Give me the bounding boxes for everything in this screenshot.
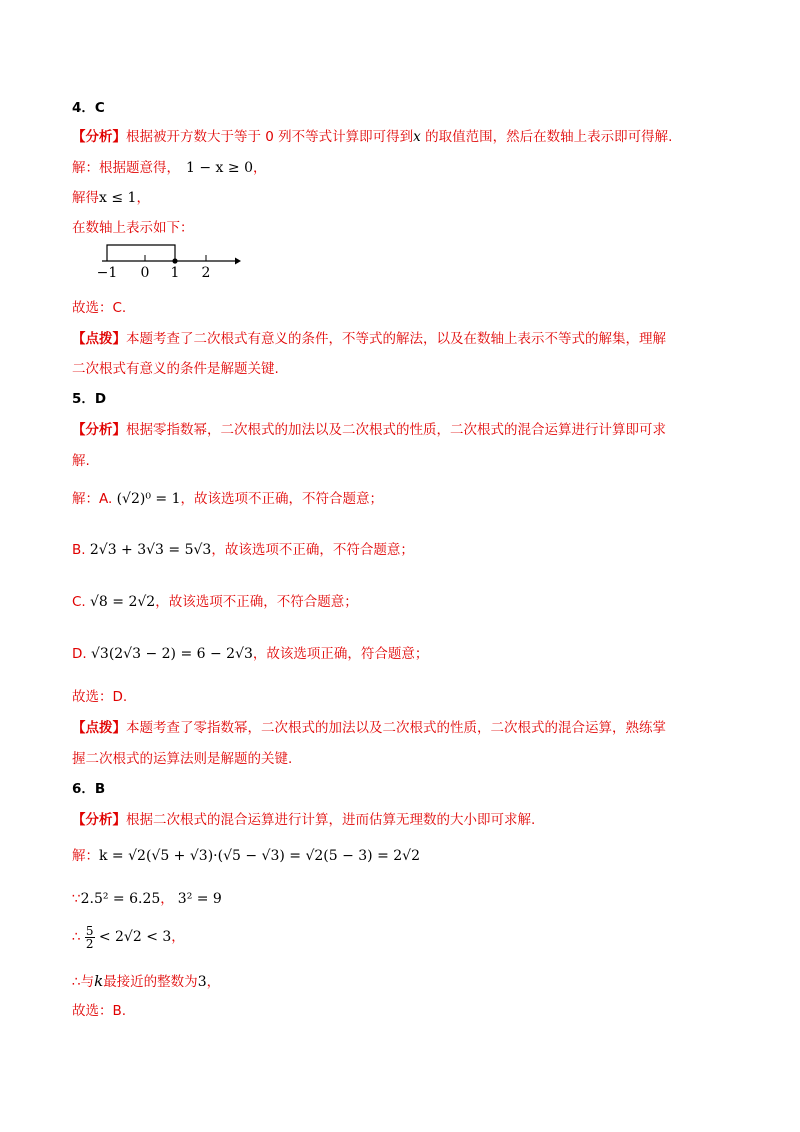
math-expression: 2.5² = 6.25 <box>80 891 161 907</box>
math-expression: √8 = 2√2 <box>90 594 156 610</box>
analysis-tag: 【分析】 <box>72 422 126 438</box>
solved-suffix: ， <box>136 190 150 206</box>
q6-therefore <box>72 922 185 952</box>
q5-option-c <box>72 593 358 611</box>
q4-choose: 故选：C. <box>72 300 127 316</box>
analysis-text: 根据二次根式的混合运算进行计算，进而估算无理数的大小即可求解. <box>126 812 536 828</box>
q5-option-b <box>72 541 414 559</box>
q5-choose: 故选：D. <box>72 689 128 705</box>
tick-label: 0 <box>140 265 150 281</box>
q6-because <box>72 890 222 908</box>
number-line <box>95 241 245 281</box>
option-label: D. <box>72 646 87 662</box>
option-label: 解：A. <box>72 491 113 507</box>
math-result: x ≤ 1 <box>99 190 137 206</box>
math-expression: (√2)⁰ = 1 <box>116 491 181 507</box>
option-label: C. <box>72 594 86 610</box>
math-expression: k = √2(√5 + √3)·(√5 − √3) = √2(5 − 3) = 2√2 <box>99 848 421 864</box>
fraction <box>85 925 95 950</box>
analysis-text-2: 的取值范围，然后在数轴上表示即可得解. <box>420 129 673 145</box>
math-expression: 2√3 + 3√3 = 5√3 <box>89 542 212 558</box>
solved-prefix: 解得 <box>72 190 99 206</box>
result-suffix: ， <box>206 974 221 990</box>
math-expression: < 2√2 < 3 <box>98 929 172 945</box>
analysis-text: 根据零指数幂，二次根式的加法以及二次根式的性质，二次根式的混合运算进行计算即可求 <box>126 422 666 438</box>
result-prefix: ∴与 <box>72 974 95 990</box>
q4-analysis <box>72 128 672 146</box>
separator: ， <box>160 891 174 907</box>
math-var-k: k <box>94 972 104 990</box>
tick-label: 1 <box>170 265 180 281</box>
q5-analysis-2: 解. <box>72 453 90 469</box>
q6-analysis <box>72 811 535 829</box>
fraction-denominator: 2 <box>85 936 94 951</box>
analysis-tag: 【分析】 <box>72 129 126 145</box>
q4-comment-1 <box>72 330 666 348</box>
solution-prefix: 解：根据题意得， <box>72 160 180 176</box>
math-expression: √3(2√3 − 2) = 6 − 2√3 <box>90 646 253 662</box>
solution-suffix: ， <box>252 160 267 176</box>
option-verdict: ，故该选项不正确，不符合题意； <box>180 491 383 507</box>
comment-text: 本题考查了零指数幂，二次根式的加法以及二次根式的性质，二次根式的混合运算，熟练掌 <box>126 720 666 736</box>
option-verdict: ，故该选项不正确，不符合题意； <box>211 542 414 558</box>
option-label: B. <box>72 542 86 558</box>
analysis-tag: 【分析】 <box>72 812 126 828</box>
result-text: 最接近的整数为 <box>103 974 198 990</box>
analysis-text: 根据被开方数大于等于 0 列不等式计算即可得到 <box>126 129 414 145</box>
q6-choose: 故选：B. <box>72 1003 127 1019</box>
q4-solved <box>72 189 150 207</box>
comment-text: 本题考查了二次根式有意义的条件，不等式的解法，以及在数轴上表示不等式的解集，理解 <box>126 331 666 347</box>
q4-numline-intro: 在数轴上表示如下： <box>72 220 194 236</box>
arrow-head-icon <box>235 258 241 265</box>
solid-point <box>172 258 177 263</box>
q5-comment-1 <box>72 719 666 737</box>
because-symbol: ∵ <box>72 891 81 907</box>
comment-tag: 【点拨】 <box>72 331 126 347</box>
therefore-suffix: ， <box>171 929 185 945</box>
math-inequality: 1 − x ≥ 0 <box>186 160 253 176</box>
q5-analysis-1 <box>72 421 666 439</box>
option-verdict: ，故该选项不正确，不符合题意； <box>155 594 358 610</box>
q4-solution <box>72 159 266 177</box>
therefore-symbol: ∴ <box>72 929 81 945</box>
q6-result <box>72 972 220 991</box>
q4-comment-2: 二次根式有意义的条件是解题关键. <box>72 361 279 377</box>
tick-label: 2 <box>201 265 211 281</box>
fraction-numerator: 5 <box>85 923 94 938</box>
q5-option-d <box>72 645 428 663</box>
q4-answer: 4．C <box>72 100 105 116</box>
q5-option-a <box>72 490 383 508</box>
solution-prefix: 解： <box>72 848 99 864</box>
option-verdict: ，故该选项正确，符合题意； <box>252 646 429 662</box>
q6-solution <box>72 847 420 865</box>
q5-comment-2: 握二次根式的运算法则是解题的关键. <box>72 751 293 767</box>
q5-answer: 5．D <box>72 391 107 407</box>
solution-range-bracket <box>107 245 175 261</box>
tick-label: −1 <box>96 265 118 281</box>
math-var-x: x <box>413 129 421 145</box>
math-expression: 3² = 9 <box>177 891 222 907</box>
q6-answer: 6．B <box>72 781 106 797</box>
comment-tag: 【点拨】 <box>72 720 126 736</box>
math-result: 3 <box>197 974 207 990</box>
